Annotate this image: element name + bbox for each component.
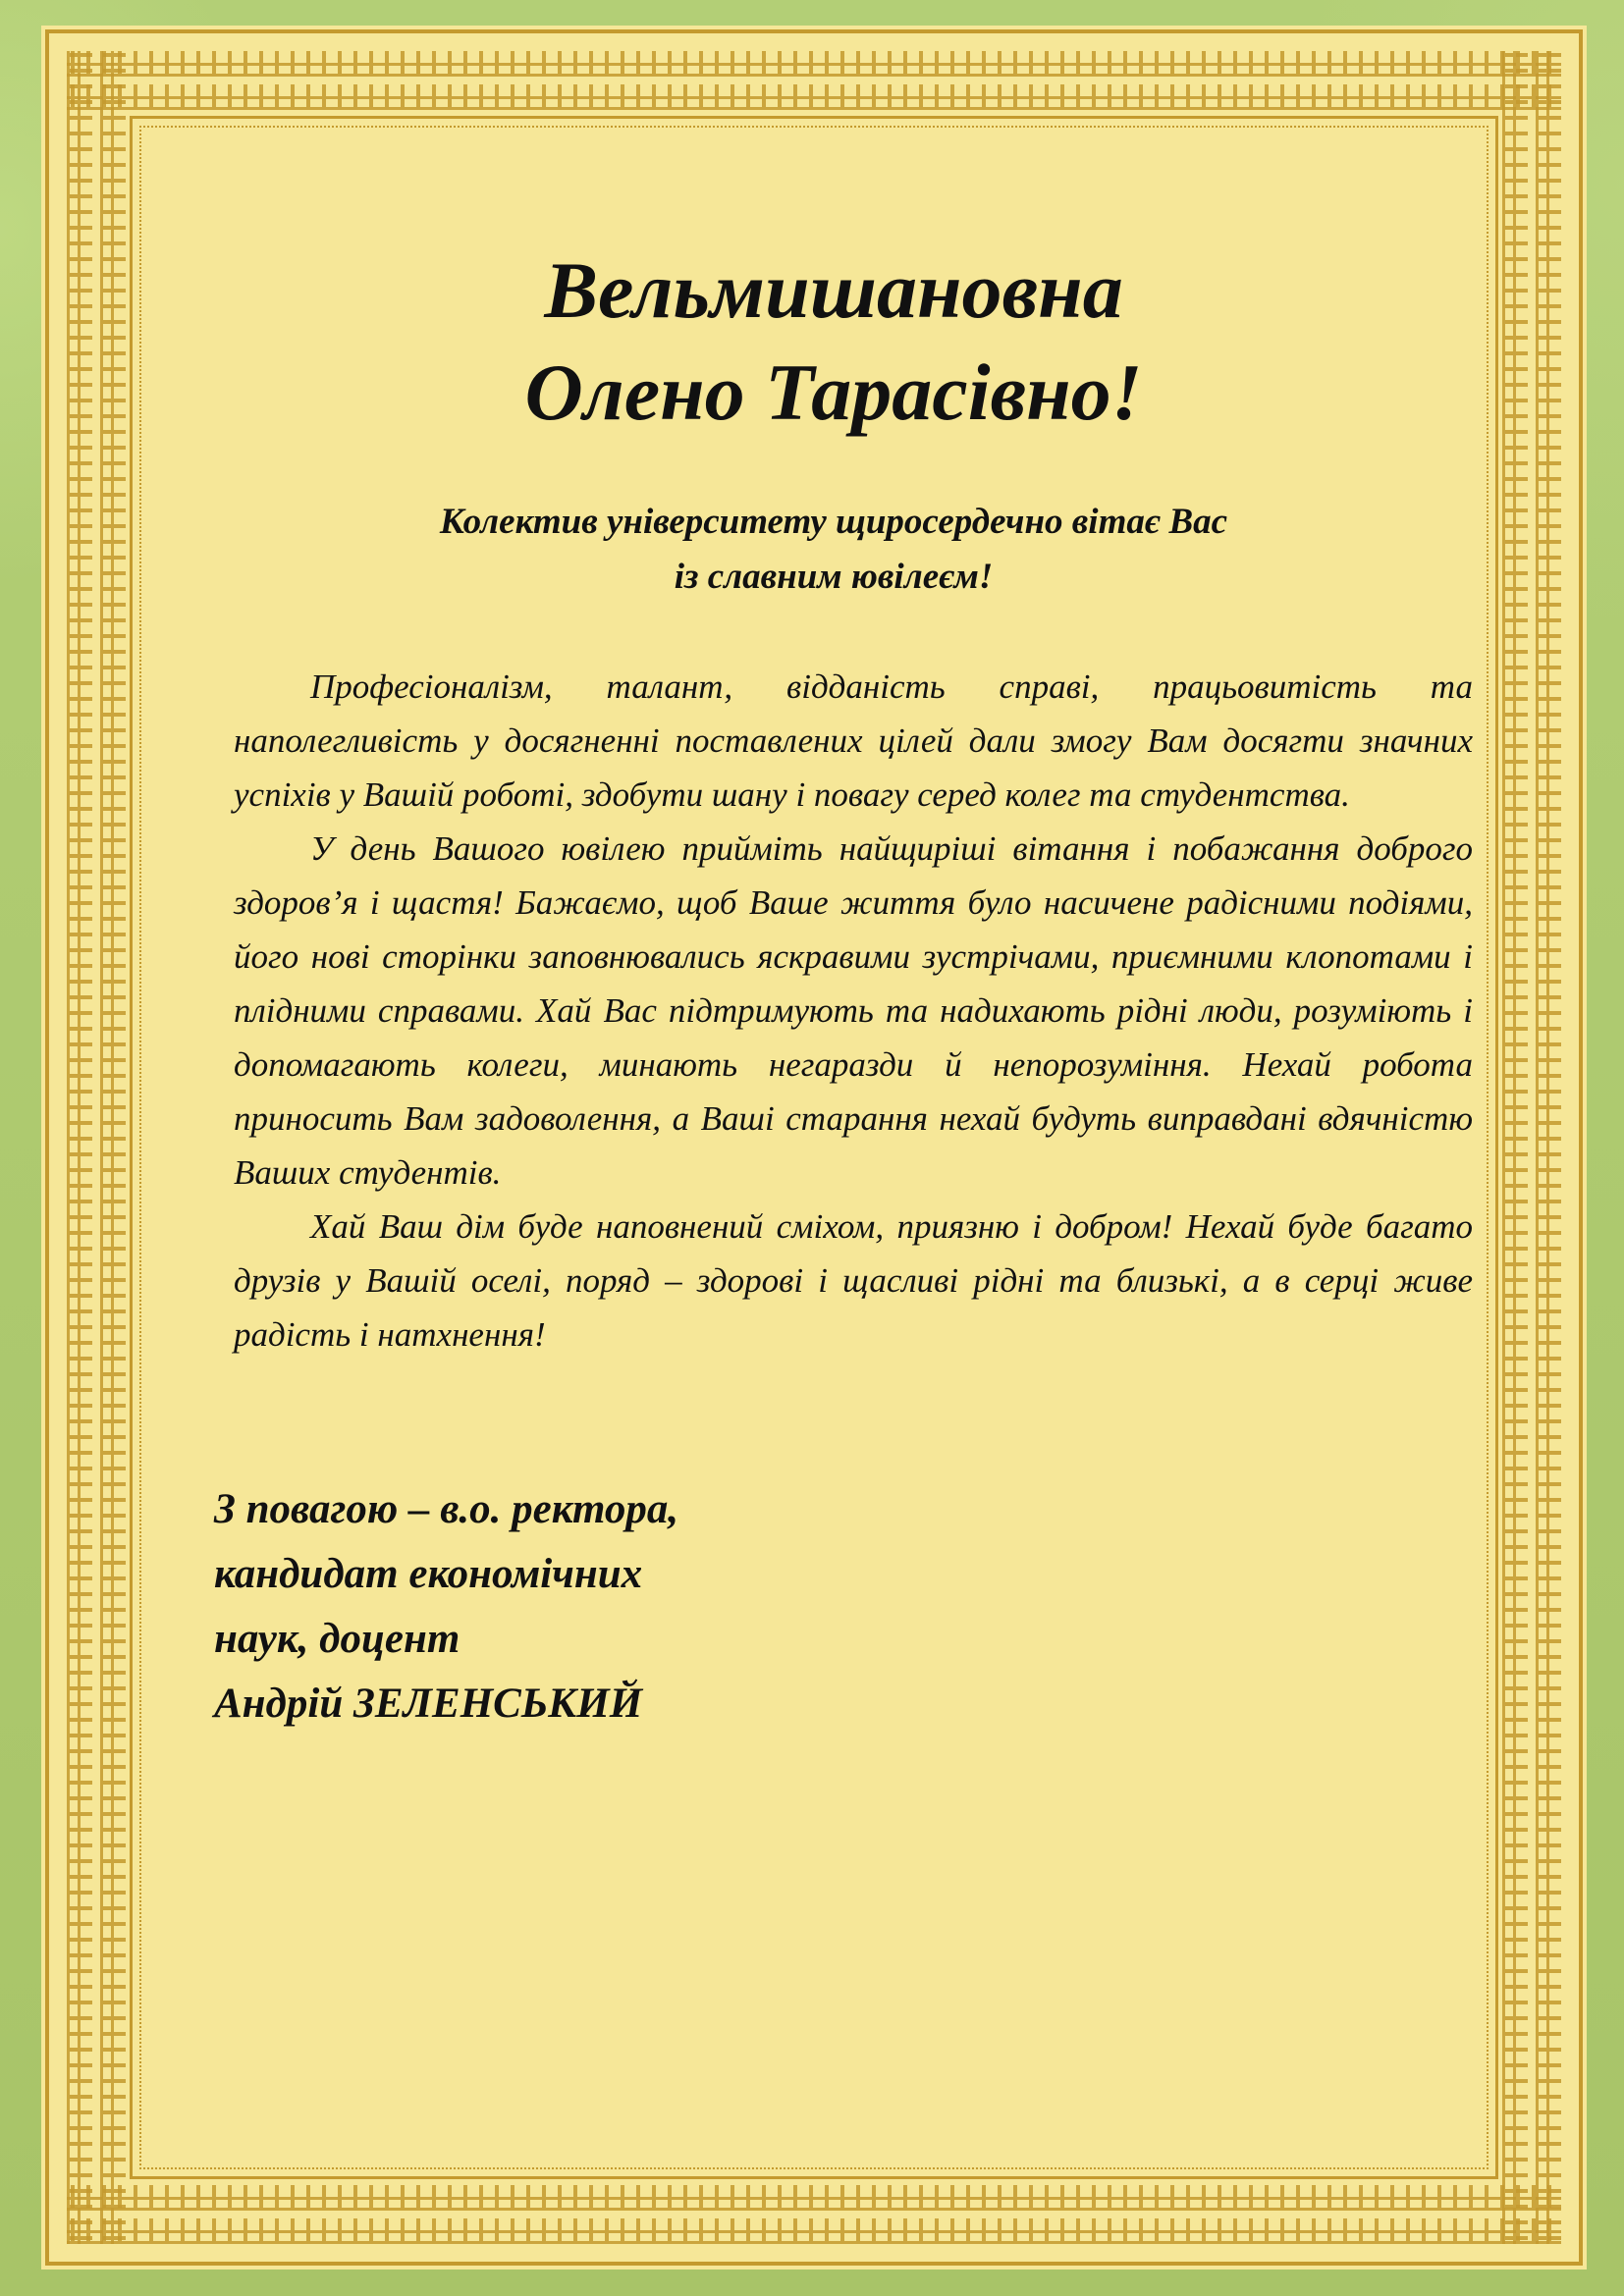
signature-line-2: кандидат економічних — [214, 1551, 643, 1597]
ornament-right-band-inner — [1502, 51, 1528, 2244]
paragraph-2: У день Вашого ювілею прийміть найщиріші вітання і побажання доброго здоров’я і щастя! Бажаємо, щоб Ваше життя було насичене радісними подіями, його нові сторінки заповнювались яскравими зустрічами, приємними клопотами і плідними справами. Хай Вас підтримують та надихають рідні люди, розуміють і допомагають колеги, минають негаразди й непорозуміння. Нехай робота приносить Вам задоволення, а Ваші старання нехай будуть виправдані вдячністю Ваших студентів. — [234, 829, 1473, 1192]
greeting — [177, 495, 1451, 605]
ornament-bottom-band — [67, 2218, 1561, 2244]
letter-body — [177, 660, 1473, 1362]
greeting-line-1: Колектив університету щиросердечно вітає Вас — [439, 502, 1228, 542]
title-line-1: Вельмишановна — [544, 245, 1123, 335]
ornament-top-band — [67, 51, 1561, 77]
signature-line-3: наук, доцент — [214, 1616, 460, 1662]
greeting-line-2: із славним ювілеєм! — [674, 557, 994, 597]
paragraph-3: Хай Ваш дім буде наповнений сміхом, приязню і добром! Нехай буде багато друзів у Вашій оселі, поряд – здорові і щасливі рідні та близькі, а в серці живе радість і натхнення! — [234, 1207, 1473, 1354]
signature-name: Андрій ЗЕЛЕНСЬКИЙ — [214, 1681, 643, 1727]
ornament-right-band — [1536, 51, 1561, 2244]
ornament-left-band — [67, 51, 92, 2244]
letter-content — [177, 163, 1473, 1736]
ornament-bottom-band-inner — [67, 2185, 1561, 2211]
certificate-sheet — [41, 26, 1587, 2269]
ornament-left-band-inner — [100, 51, 126, 2244]
signature-line-1: З повагою – в.о. ректора, — [214, 1486, 679, 1532]
title-line-2: Олено Тарасівно! — [524, 347, 1143, 437]
signature-block — [177, 1477, 1451, 1736]
ornament-top-band-inner — [67, 84, 1561, 110]
letter-title — [177, 240, 1451, 444]
paragraph-1: Професіоналізм, талант, відданість справі, працьовитість та наполегливість у досягненні поставлених цілей дали змогу Вам досягти значних успіхів у Вашій роботі, здобути шану і повагу серед колег та студентства. — [234, 667, 1473, 814]
